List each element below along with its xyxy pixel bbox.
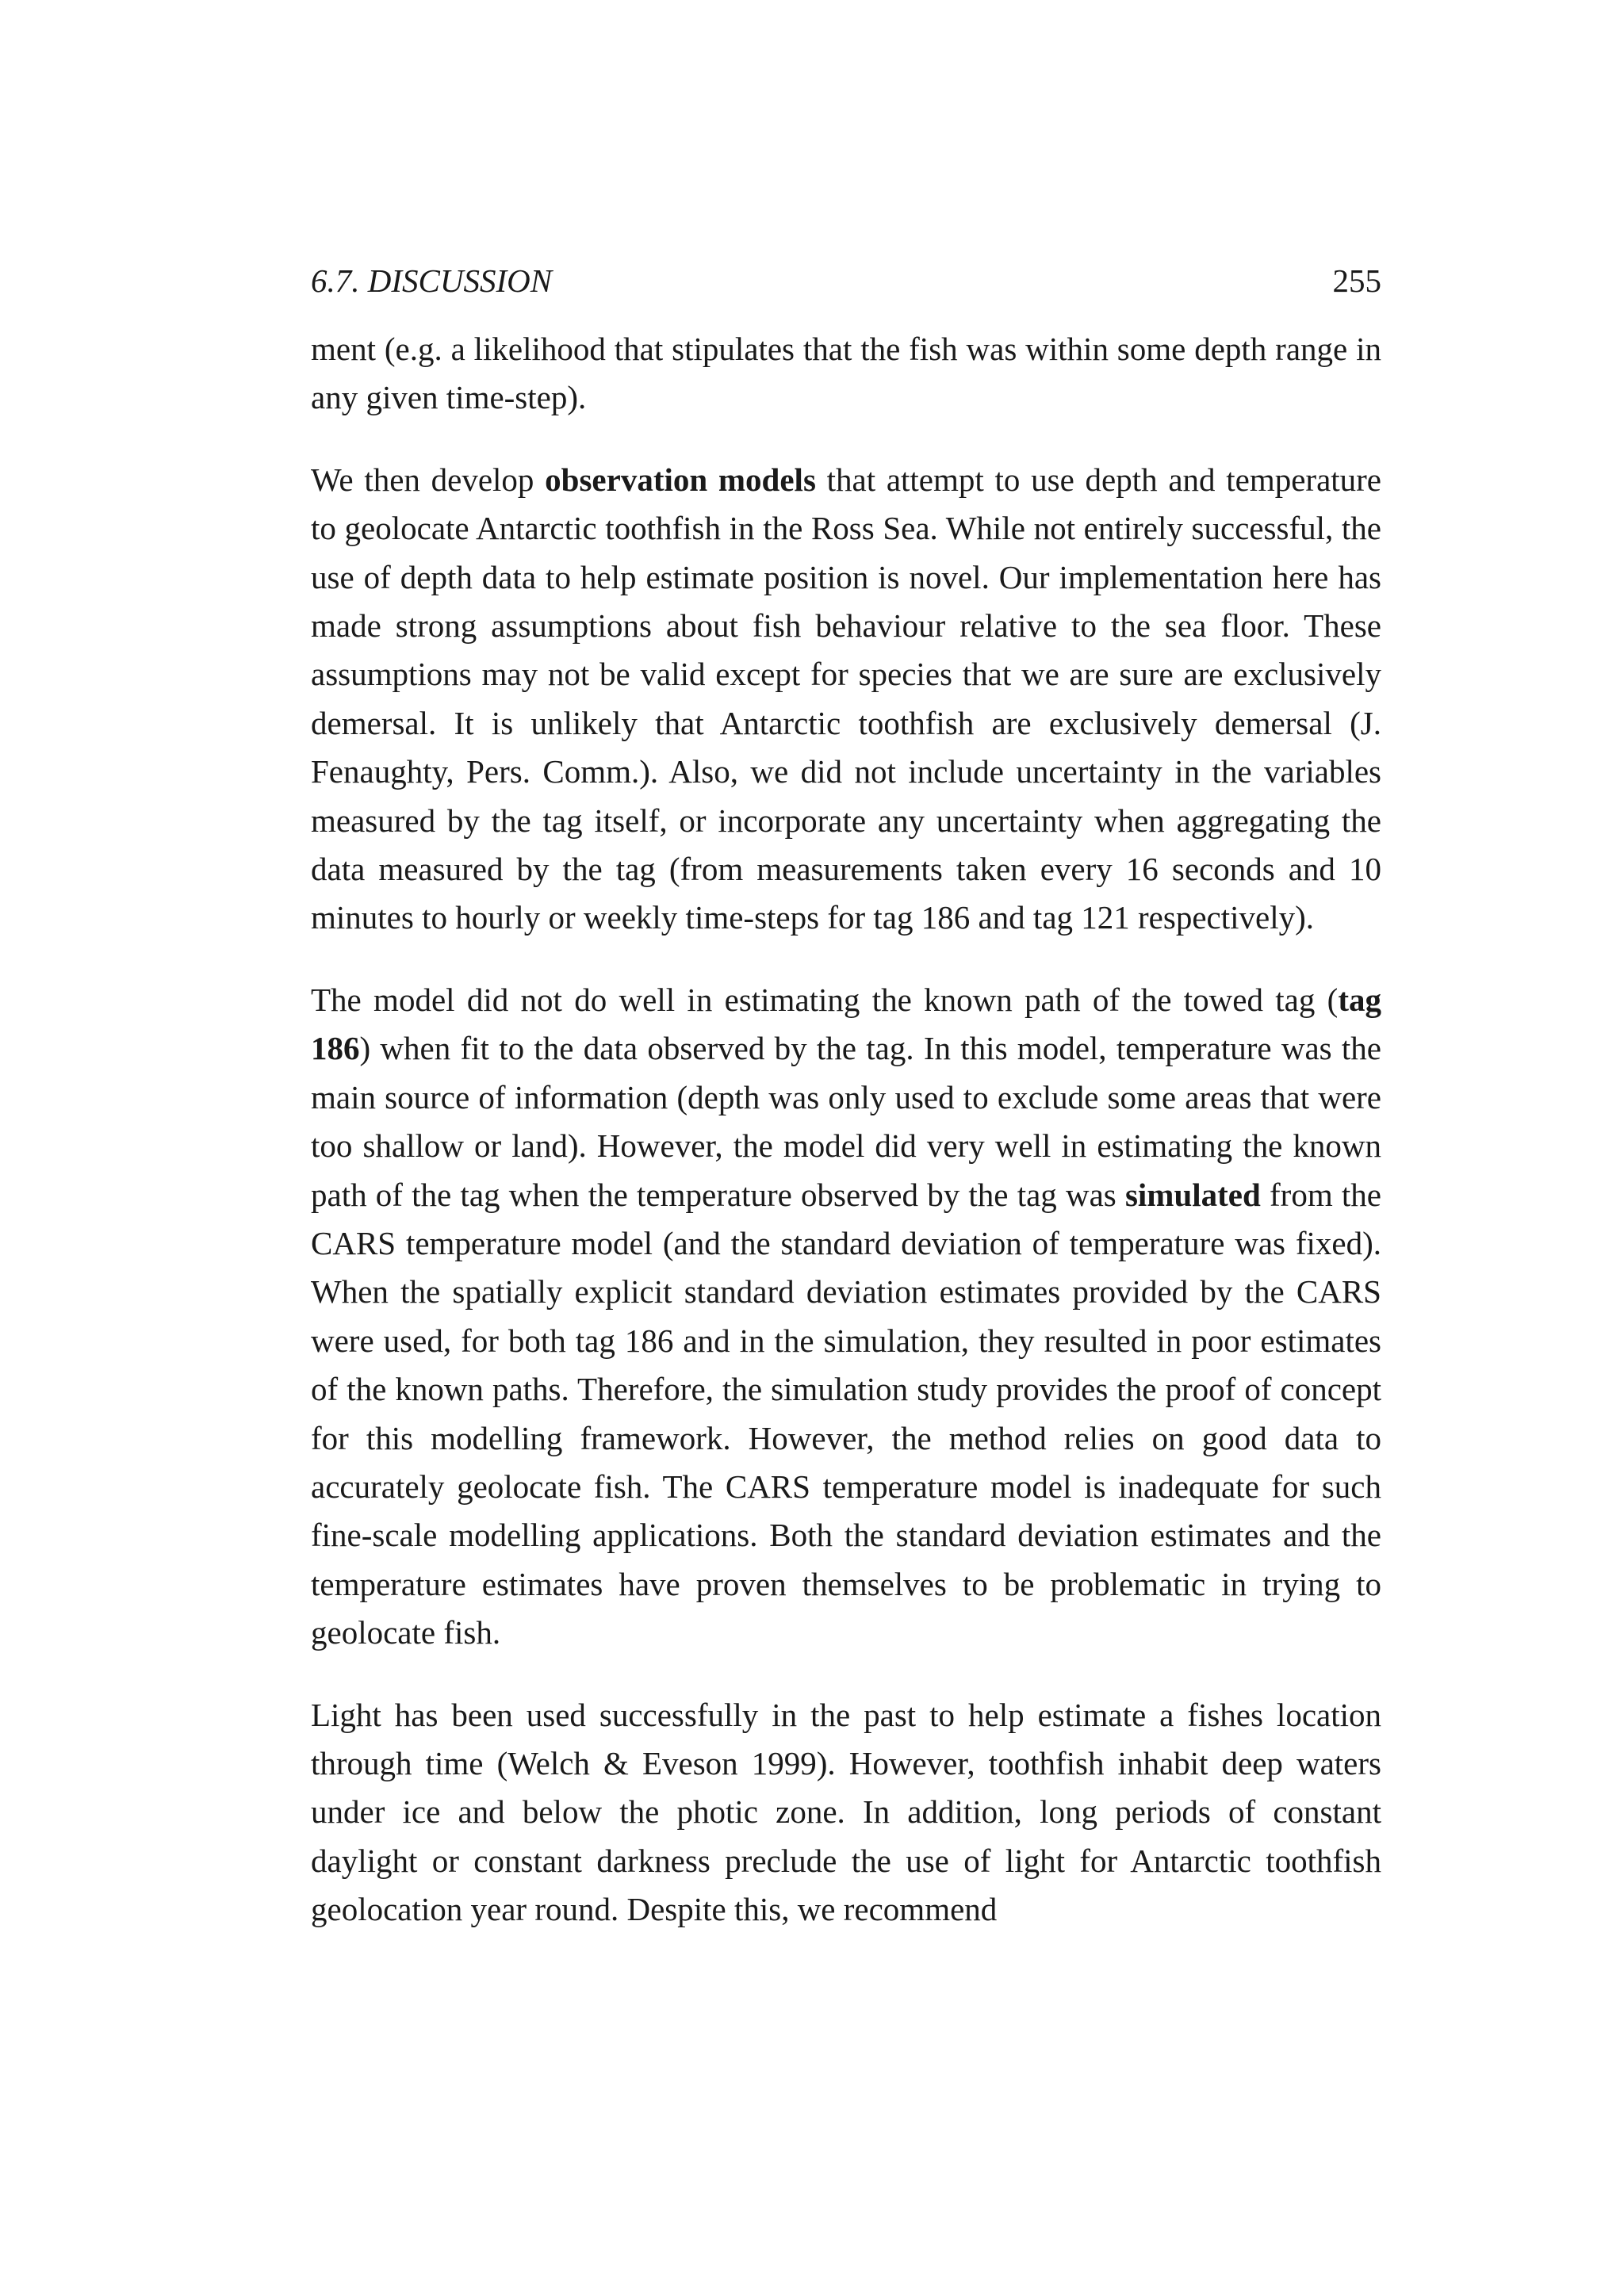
paragraph-2-text-c: that attempt to use depth and temperature to geolocate Antarctic toothfish in the Ross Sea. While not entirely successful, the use of depth data to help estimate position is novel. Our implementation here has made strong assumptions about fish behaviour relative to the sea floor. These assumptions may not be valid except for species that we are sure are exclusively demersal. It is unlikely that Antarctic toothfish are exclusively demersal (J. Fenaughty, Pers. Comm.). Also, we did not include uncertainty in the variables measured by the tag itself, or incorporate any uncertainty when aggregating the data measured by the tag (from measurements taken every 16 seconds and 10 minutes to hourly or weekly time-steps for tag 186 and tag 121 respectively). <box>311 461 1382 936</box>
page-number: 255 <box>1332 262 1381 299</box>
paragraph-2 <box>311 456 1381 943</box>
paragraph-4-text: Light has been used successfully in the past to help estimate a fishes location through time (Welch & Eveson 1999). However, toothfish inhabit deep waters under ice and below the photic zone. In addition, long periods of constant daylight or constant darkness preclude the use of light for Antarctic toothfish geolocation year round. Despite this, we recommend <box>311 1696 1381 1928</box>
paragraph-3-text-a: The model did not do well in estimating the known path of the towed tag ( <box>311 981 1339 1018</box>
paragraph-4 <box>311 1691 1381 1934</box>
paragraph-1-text: ment (e.g. a likelihood that stipulates that the fish was within some depth range in any given time-step). <box>311 331 1381 416</box>
page <box>311 255 1381 1934</box>
paragraph-2-text-a: We then develop <box>311 461 546 498</box>
running-head <box>311 255 1381 306</box>
paragraph-3 <box>311 976 1381 1658</box>
section-title: 6.7. DISCUSSION <box>311 262 553 299</box>
body-text <box>311 325 1381 1934</box>
paragraph-1 <box>311 325 1381 423</box>
paragraph-3-text-c: ) when fit to the data observed by the tag. In this model, temperature was the main source of information (depth was only used to exclude some areas that were too shallow or land). However, the model did very well in estimating the known path of the tag when the temperature observed by the tag was <box>311 1030 1381 1213</box>
paragraph-3-text-e: from the CARS temperature model (and the standard deviation of temperature was fixed). When the spatially explicit standard deviation estimates provided by the CARS were used, for both tag 186 and in the simulation, they resulted in poor estimates of the known paths. Therefore, the simulation study provides the proof of concept for this modelling framework. However, the method relies on good data to accurately geolocate fish. The CARS temperature model is inadequate for such fine-scale modelling applications. Both the standard deviation estimates and the temperature estimates have proven themselves to be problematic in trying to geolocate fish. <box>311 1176 1382 1651</box>
term-observation-models: observation models <box>545 461 816 498</box>
term-tag-186: tag 186 <box>311 981 1381 1067</box>
term-simulated: simulated <box>1124 1176 1261 1213</box>
